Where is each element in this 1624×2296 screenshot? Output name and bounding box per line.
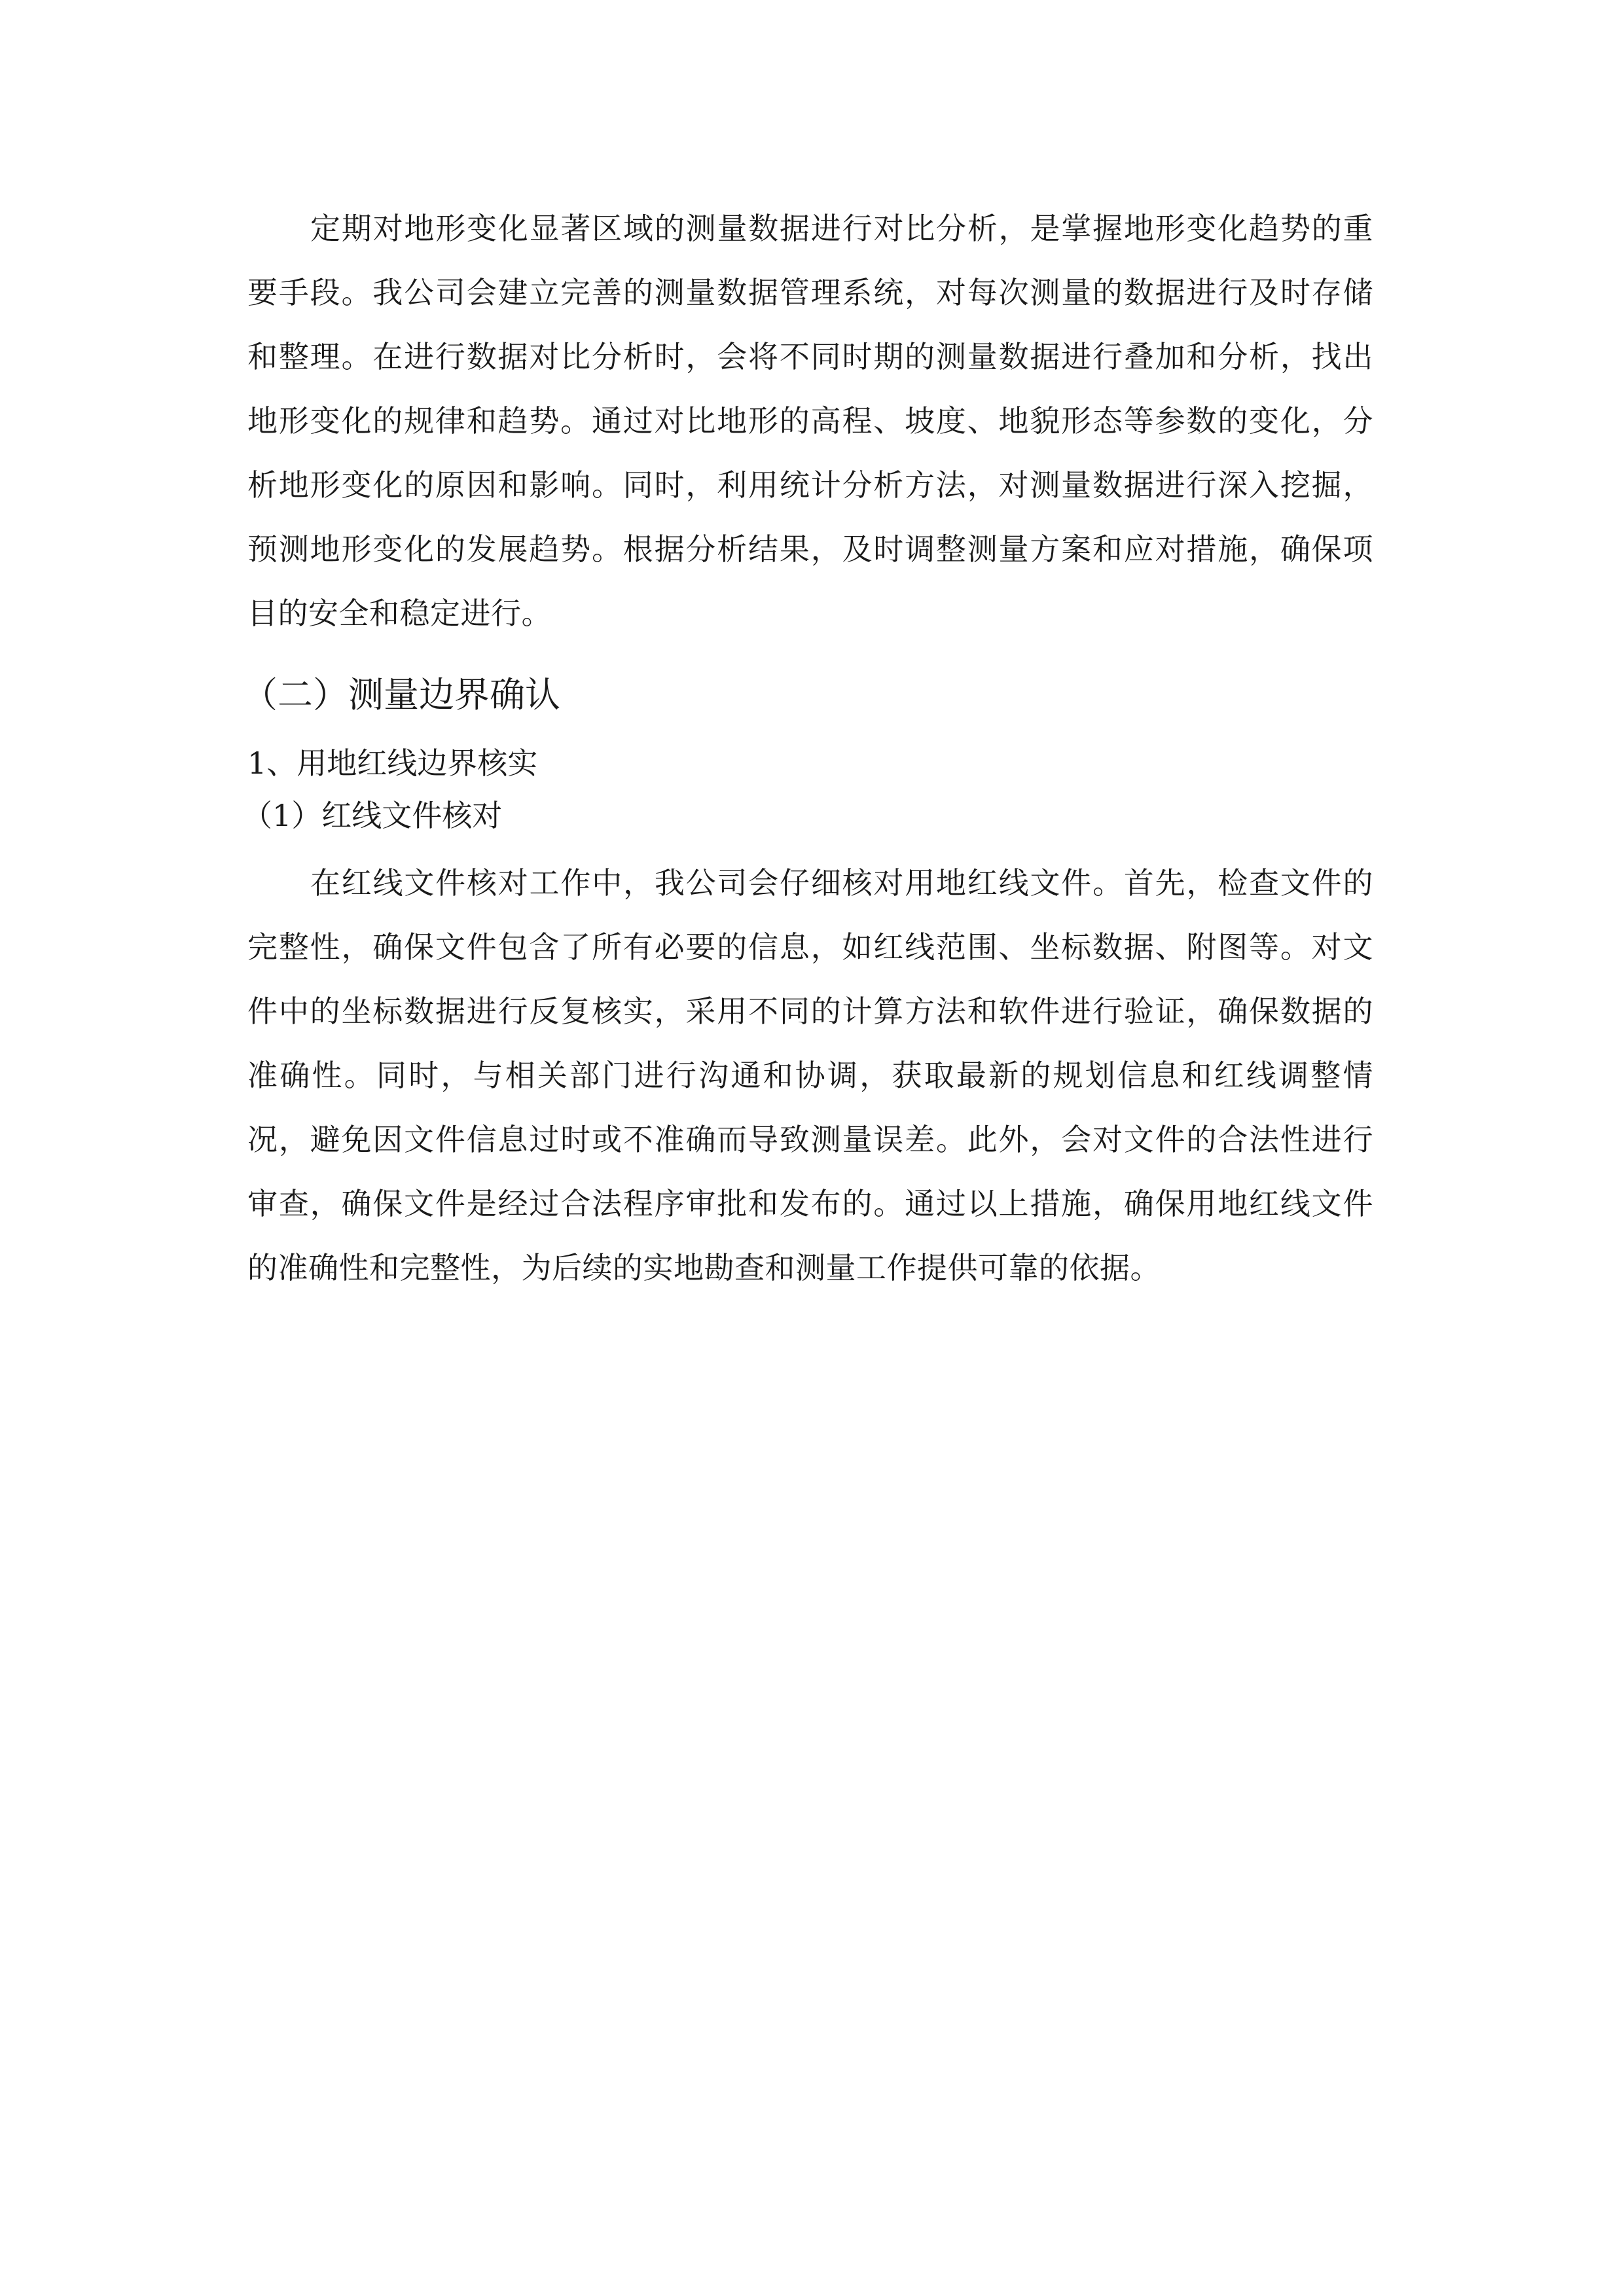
section-heading-boundary-confirmation: （二）测量边界确认	[242, 674, 560, 715]
paragraph-terrain-analysis: 定期对地形变化显著区域的测量数据进行对比分析，是掌握地形变化趋势的重要手段。我公司会建立完善的测量数据管理系统，对每次测量的数据进行及时存储和整理。在进行数据对比分析时，会将不同时期的测量数据进行叠加和分析，找出地形变化的规律和趋势。通过对比地形的高程、坡度、地貌形态等参数的变化，分析地形变化的原因和影响。同时，利用统计分析方法，对测量数据进行深入挖掘，预测地形变化的发展趋势。根据分析结果，及时调整测量方案和应对措施，确保项目的安全和稳定进行。	[247, 211, 1373, 631]
subsection-heading-redline-verification: 1、用地红线边界核实	[247, 745, 538, 781]
page-content	[242, 196, 1373, 1300]
paragraph-redline-document-check: 在红线文件核对工作中，我公司会仔细核对用地红线文件。首先，检查文件的完整性，确保文件包含了所有必要的信息，如红线范围、坐标数据、附图等。对文件中的坐标数据进行反复核实，采用不同的计算方法和软件进行验证，确保数据的准确性。同时，与相关部门进行沟通和协调，获取最新的规划信息和红线调整情况，避免因文件信息过时或不准确而导致测量误差。此外，会对文件的合法性进行审查，确保文件是经过合法程序审批和发布的。通过以上措施，确保用地红线文件的准确性和完整性，为后续的实地勘查和测量工作提供可靠的依据。	[247, 865, 1373, 1285]
item-heading-redline-document-check: （1）红线文件核对	[242, 798, 503, 833]
